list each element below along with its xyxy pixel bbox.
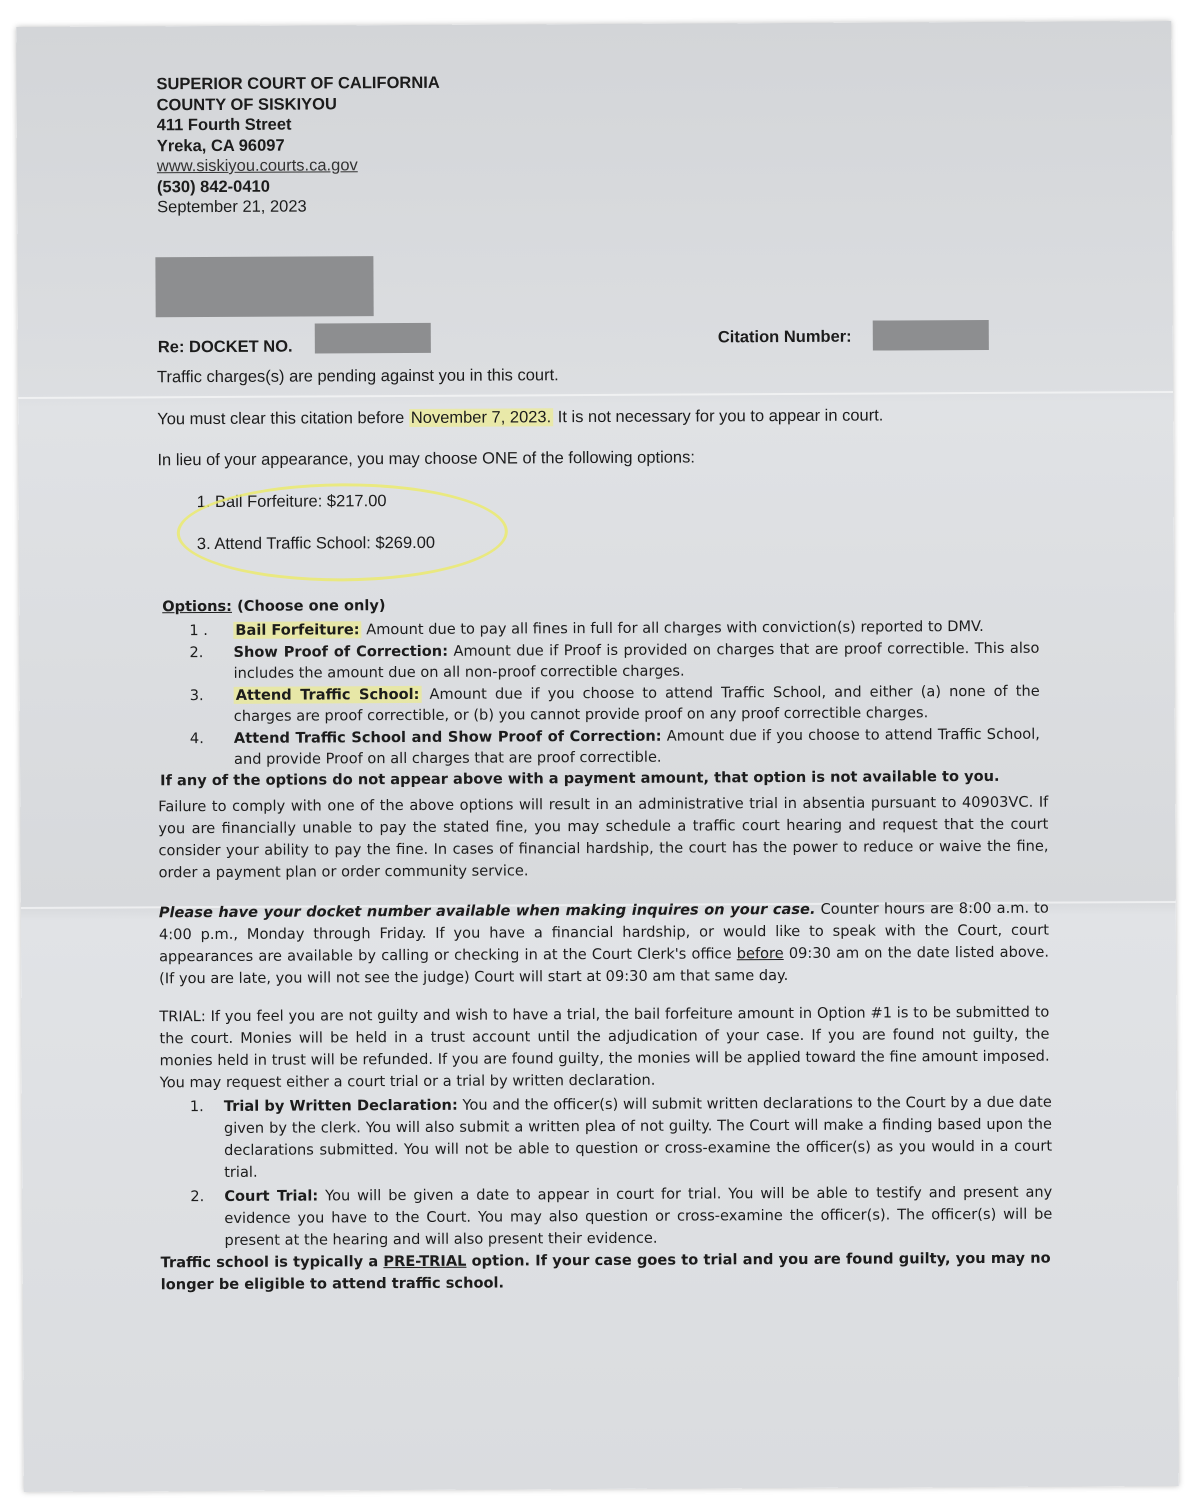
clear-deadline [157, 406, 883, 429]
docket-label: Re: DOCKET NO. [157, 337, 293, 357]
traffic-school-closing [161, 1248, 1051, 1297]
court-street: 411 Fourth Street [156, 115, 292, 135]
closing-prefix: Traffic school is typically a [160, 1253, 384, 1272]
redacted-citation-number [873, 320, 989, 351]
letter-page [16, 21, 1179, 1492]
option-number: 2. [189, 643, 204, 661]
inquiries-paragraph [159, 898, 1049, 991]
inquiries-lead: Please have your docket number available when making inquires on your case. [158, 900, 816, 922]
list-item [190, 680, 1040, 727]
court-city: Yreka, CA 96097 [156, 136, 285, 155]
highlighter-circle [177, 482, 509, 582]
trial-label: Trial by Written Declaration: [223, 1096, 458, 1115]
options-title [162, 597, 385, 615]
trial-label: Court Trial: [224, 1187, 319, 1205]
deadline-date: November 7, 2023. [410, 408, 552, 427]
trial-intro: TRIAL: If you feel you are not guilty and wish to have a trial, the bail forfeiture amount in Option #1 is to be submitted to the court. Monies will be held in a trust account until the adjudication of your case. If you are found not guilty, the monies held in trust will be refunded. If you are found guilty, the monies will be applied toward the fine amount imposed. You may request either a court trial or a trial by written declaration. [159, 1003, 1050, 1092]
citation-label: Citation Number: [717, 327, 852, 347]
redacted-address [155, 256, 373, 317]
option-text: Amount due to pay all fines in full for all charges with conviction(s) reported to DMV. [361, 617, 984, 639]
option-label: Show Proof of Correction: [233, 642, 449, 661]
options-label: Options: [162, 597, 233, 616]
list-item [190, 723, 1040, 770]
option-label: Attend Traffic School: [235, 685, 420, 704]
options-note: (Choose one only) [231, 597, 386, 615]
pending-notice: Traffic charges(s) are pending against you in this court. [156, 366, 559, 387]
inquiries-text: Counter hours are 8:00 a.m. to 4:00 p.m., Monday through Friday. If you have a financial hardship, or would like to speak with the Court, court appearances are available by calling or checking in at the Court Clerk's office [158, 899, 1049, 966]
option-number: 1 . [189, 622, 208, 640]
before-emphasis: before [736, 945, 784, 963]
options-list [189, 616, 1040, 771]
failure-paragraph: Failure to comply with one of the above options will result in an administrative trial in absentia pursuant to 40903VC. If you are financially unable to pay the stated fine, you may schedule a traffic court hearing and request that the court consider your ability to pay the fine. In cases of financial hardship, the court has the power to reduce or waive the fine, order a payment plan or order community service. [158, 793, 1049, 882]
availability-note: If any of the options do not appear above with a payment amount, that option is not available to you. [160, 767, 1000, 790]
trial-number: 2. [190, 1188, 205, 1206]
court-phone: (530) 842-0410 [156, 177, 270, 196]
trial-options-list [190, 1092, 1053, 1253]
closing-suffix: option. If your case goes to trial and you are found guilty, you may no longer be eligible to attend traffic school. [160, 1249, 1051, 1294]
letter-content [16, 21, 1179, 1492]
lieu-text: In lieu of your appearance, you may choose ONE of the following options: [157, 448, 695, 470]
trial-text: You and the officer(s) will submit written declarations to the Court by a due date given by the clerk. You will also submit a written plea of not guilty. The Court will make a finding based upon the declarations submitted. You will not be able to question or cross-examine the officer(s) as you would in a court trial. [223, 1093, 1053, 1181]
option-text: Amount due if you choose to attend Traffic School, and either (a) none of the charges are proof correctible, or (b) you cannot provide proof on any proof correctible charges. [233, 682, 1040, 725]
clear-prefix: You must clear this citation before [157, 408, 409, 429]
pre-trial-emphasis: PRE-TRIAL [383, 1252, 467, 1271]
option-label: Attend Traffic School and Show Proof of Correction: [233, 727, 662, 747]
option-number: 3. [189, 686, 204, 704]
letter-date: September 21, 2023 [157, 197, 307, 217]
choice-bail-forfeiture: 1. Bail Forfeiture: $217.00 [196, 492, 387, 512]
list-item [190, 1182, 1052, 1253]
trial-number: 1. [189, 1098, 204, 1116]
court-header [156, 73, 440, 218]
trial-text: You will be given a date to appear in court for trial. You will be able to testify and present any evidence you have to the Court. You may also question or cross-examine the officer(s). The officer(s) will be present at the hearing and will also present their evidence. [224, 1183, 1053, 1249]
list-item [189, 637, 1039, 684]
court-name: SUPERIOR COURT OF CALIFORNIA [156, 73, 440, 94]
option-text: Amount due if Proof is provided on charges that are proof correctible. This also includes the amount due on all non-proof correctible charges. [233, 639, 1040, 682]
redacted-docket-number [315, 323, 431, 354]
clear-suffix: It is not necessary for you to appear in court. [553, 406, 884, 427]
choice-traffic-school: 3. Attend Traffic School: $269.00 [196, 533, 436, 554]
court-county: COUNTY OF SISKIYOU [156, 94, 337, 114]
inquiries-text-end: 09:30 am on the date listed above. (If you are late, you will not see the judge) Court will start at 09:30 am that same day. [159, 943, 1050, 988]
court-website-link[interactable]: www.siskiyou.courts.ca.gov [156, 156, 358, 176]
option-label: Bail Forfeiture: [235, 621, 360, 639]
option-text: Amount due if you choose to attend Traffic School, and provide Proof on all charges that are proof correctible. [233, 725, 1040, 768]
list-item [190, 1092, 1052, 1185]
option-number: 4. [189, 729, 204, 747]
